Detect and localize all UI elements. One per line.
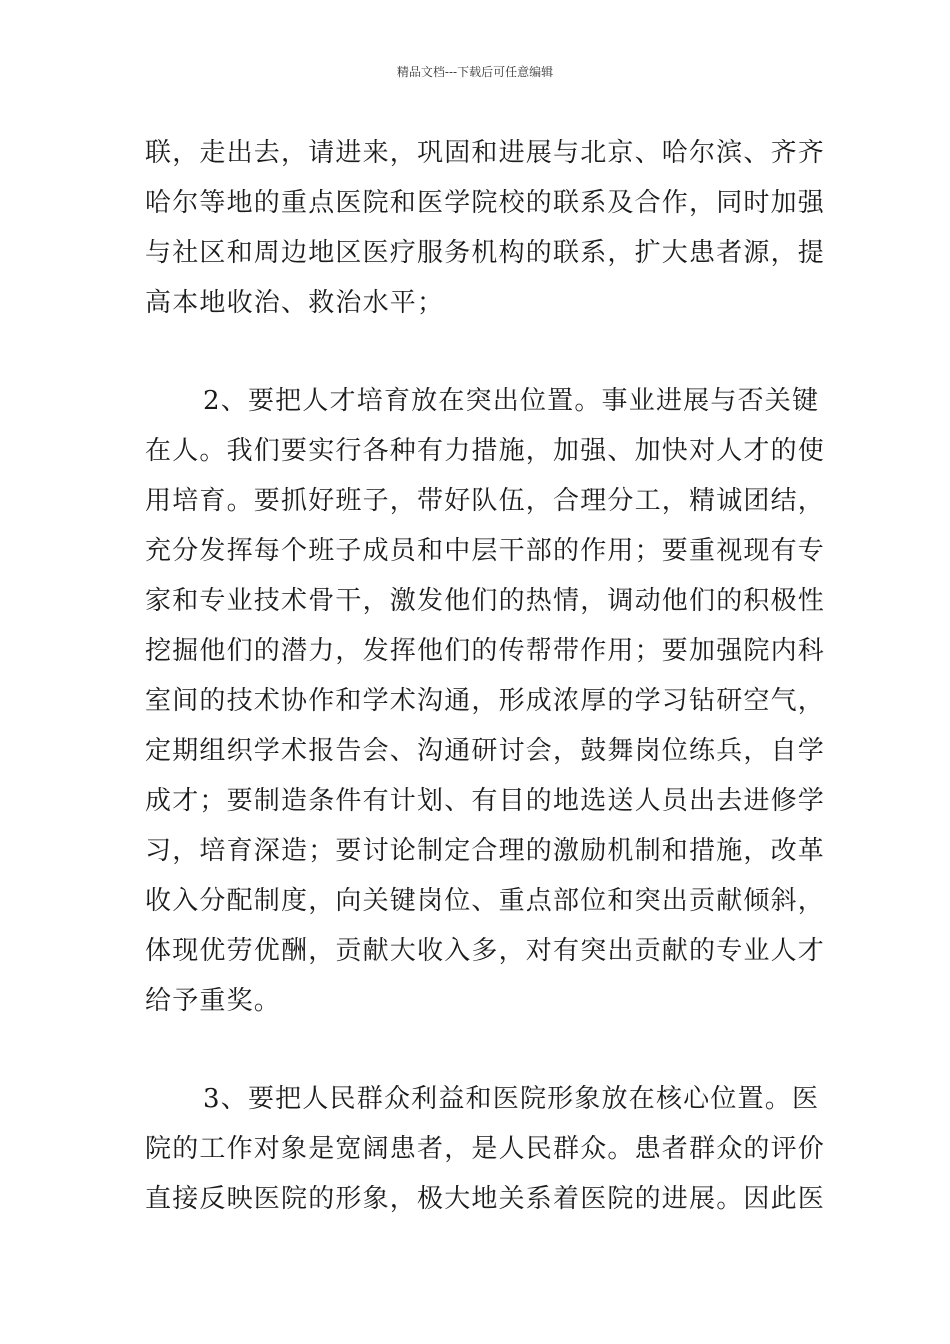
- text-line: 哈尔等地的重点医院和医学院校的联系及合作，同时加强: [145, 188, 826, 218]
- text-line: 体现优劳优酬，贡献大收入多，对有突出贡献的专业人才: [145, 936, 826, 966]
- paragraph-spacer: [145, 1026, 807, 1074]
- document-body: [145, 128, 826, 1224]
- text-line: 用培育。要抓好班子，带好队伍，合理分工，精诚团结，: [145, 486, 826, 516]
- text-line: 直接反映医院的形象，极大地关系着医院的进展。因此医: [145, 1184, 826, 1214]
- text-line: 定期组织学术报告会、沟通研讨会，鼓舞岗位练兵，自学: [145, 736, 826, 766]
- text-line: 收入分配制度，向关键岗位、重点部位和突出贡献倾斜，: [145, 886, 826, 916]
- text-line: 充分发挥每个班子成员和中层干部的作用；要重视现有专: [145, 536, 826, 566]
- paragraph-talent-development: [145, 376, 826, 1026]
- paragraph-spacer: [145, 328, 807, 376]
- text-line: 与社区和周边地区医疗服务机构的联系，扩大患者源，提: [145, 238, 826, 268]
- text-line: 3、要把人民群众利益和医院形象放在核心位置。医: [203, 1084, 820, 1114]
- text-line: 给予重奖。: [145, 986, 282, 1016]
- text-line: 在人。我们要实行各种有力措施，加强、加快对人才的使: [145, 436, 826, 466]
- paragraph-continuation: [145, 128, 826, 328]
- text-line: 习，培育深造；要讨论制定合理的激励机制和措施，改革: [145, 836, 826, 866]
- text-line: 高本地收治、救治水平；: [145, 288, 445, 318]
- text-line: 院的工作对象是宽阔患者，是人民群众。患者群众的评价: [145, 1134, 826, 1164]
- text-line: 家和专业技术骨干，激发他们的热情，调动他们的积极性: [145, 586, 826, 616]
- page-header: 精品文档---下载后可任意编辑: [396, 65, 554, 79]
- text-line: 成才；要制造条件有计划、有目的地选送人员出去进修学: [145, 786, 826, 816]
- paragraph-public-interest: [145, 1074, 826, 1224]
- text-line: 室间的技术协作和学术沟通，形成浓厚的学习钻研空气，: [145, 686, 826, 716]
- text-line: 挖掘他们的潜力，发挥他们的传帮带作用；要加强院内科: [145, 636, 826, 666]
- text-line: 2、要把人才培育放在突出位置。事业进展与否关键: [203, 386, 820, 416]
- text-line: 联，走出去，请进来，巩固和进展与北京、哈尔滨、齐齐: [145, 138, 826, 168]
